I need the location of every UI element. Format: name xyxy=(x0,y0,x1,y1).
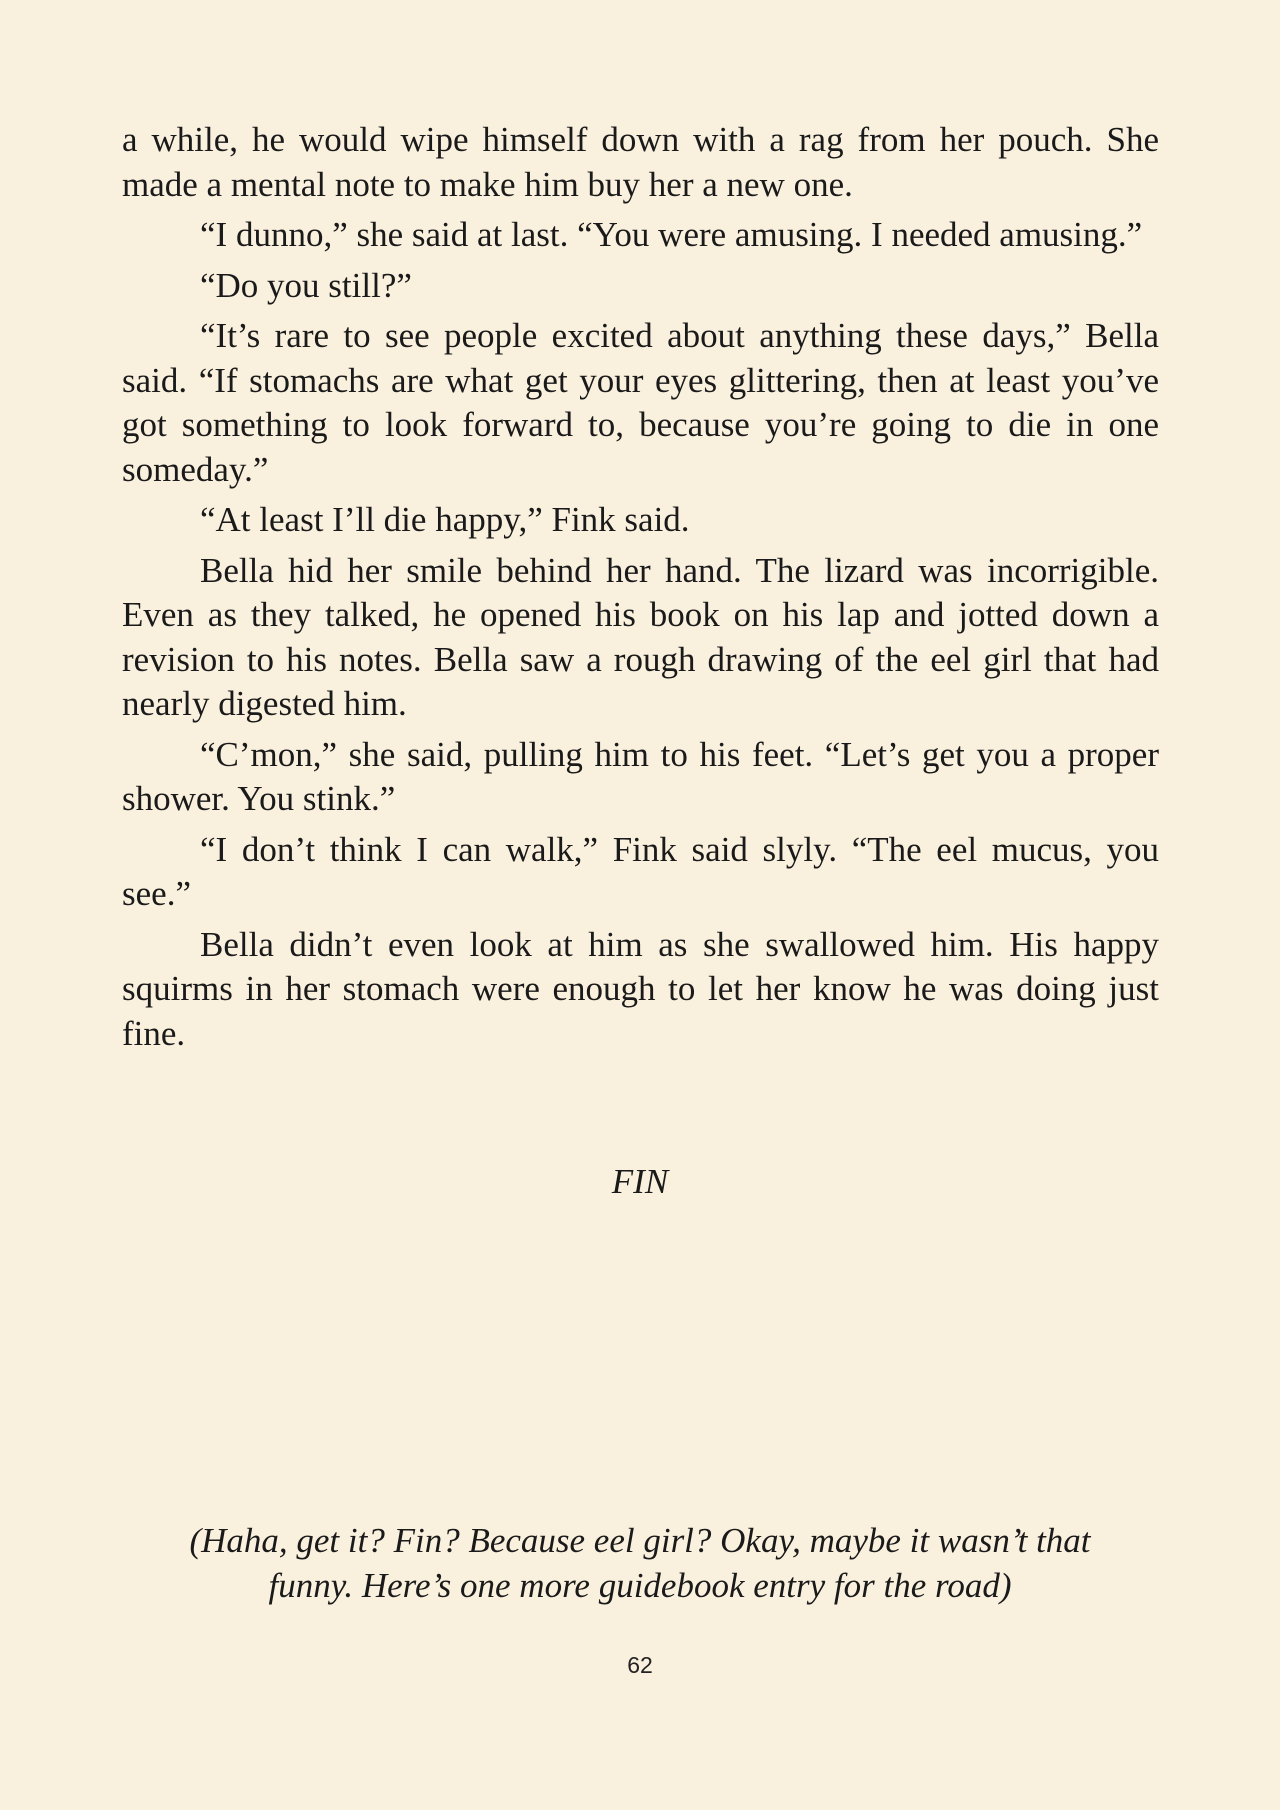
paragraph: Bella hid her smile behind her hand. The lizard was incorrigible. Even as they talked, he opened his book on his lap and jotted down a revision to his notes. Bella saw a rough drawing of the eel girl that had nearly digested him. xyxy=(122,550,1159,723)
paragraph: Bella didn’t even look at him as she swallowed him. His happy squirms in her stomach were enough to let her know he was doing just fine. xyxy=(122,924,1159,1053)
fin-label: FIN xyxy=(611,1162,669,1201)
paragraph: “Do you still?” xyxy=(200,265,412,305)
paragraph: “C’mon,” she said, pulling him to his feet. “Let’s get you a proper shower. You stink.” xyxy=(122,734,1159,818)
author-note-line: (Haha, get it? Fin? Because eel girl? Okay, maybe it wasn’t that xyxy=(189,1521,1091,1560)
paragraph: “I dunno,” she said at last. “You were amusing. I needed amusing.” xyxy=(200,215,1143,254)
story-text xyxy=(122,118,1159,1062)
paragraph: “It’s rare to see people excited about anything these days,” Bella said. “If stomachs are what get your eyes glittering, then at least you’ve got something to look forward to, because you’re going to die in one someday.” xyxy=(122,316,1159,489)
author-note-line: funny. Here’s one more guidebook entry for the road) xyxy=(268,1566,1012,1605)
paragraph: a while, he would wipe himself down with a rag from her pouch. She made a mental note to make him buy her a new one. xyxy=(122,120,1159,204)
author-note xyxy=(150,1518,1130,1608)
paragraph: “At least I’ll die happy,” Fink said. xyxy=(200,500,690,539)
page-number: 62 xyxy=(627,1652,653,1678)
paragraph: “I don’t think I can walk,” Fink said slyly. “The eel mucus, you see.” xyxy=(122,829,1159,913)
